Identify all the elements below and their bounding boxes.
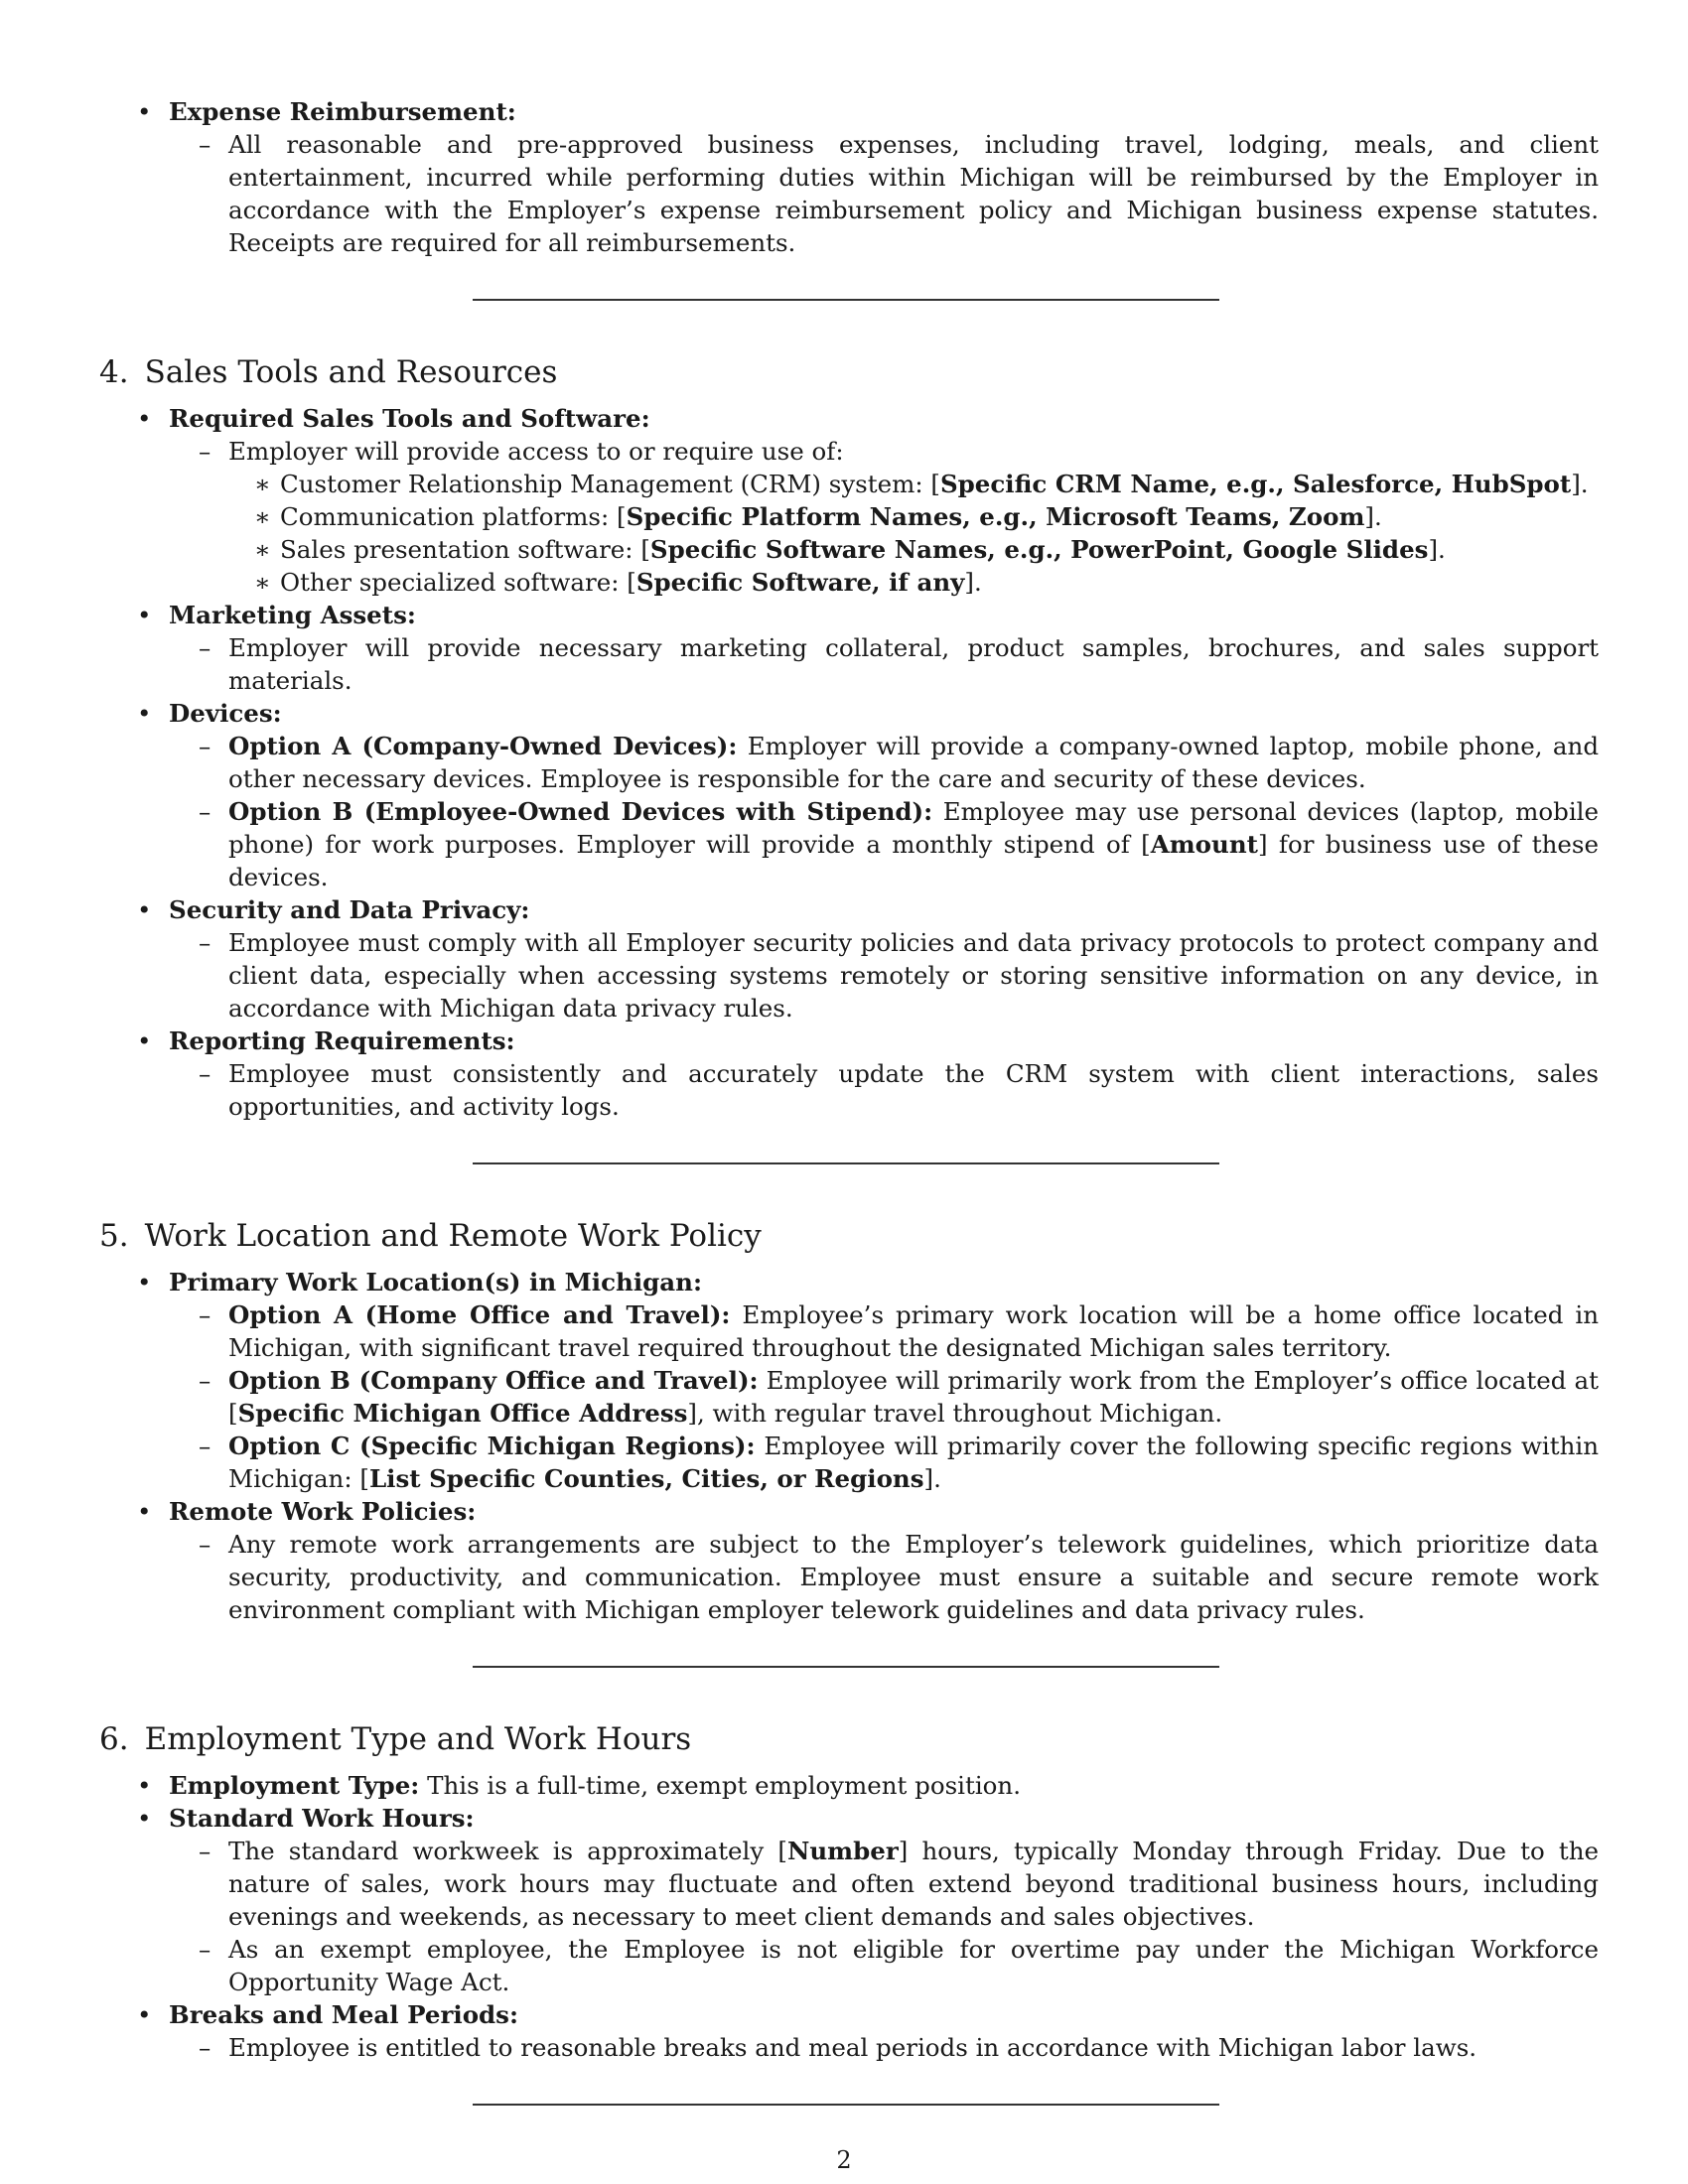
section-divider: [473, 1162, 1219, 1164]
section-title: Work Location and Remote Work Policy: [144, 1218, 762, 1254]
devices-label: Devices:: [169, 699, 282, 728]
placeholder-text: Specific Software Names, e.g., PowerPoint, Google Slides: [649, 535, 1429, 564]
security-text: Employee must comply with all Employer security policies and data privacy protocols to protect company and client data, especially when accessing systems remotely or storing sensitive information on any device, in accordance with Michigan data privacy rules.: [228, 928, 1599, 1023]
asterisk-icon: ∗: [254, 502, 271, 531]
option-text: ] for business use of these devices.: [228, 830, 1600, 891]
item-text: Customer Relationship Management (CRM) system: [: [280, 470, 940, 498]
asterisk-icon: ∗: [254, 568, 271, 597]
asterisk-icon: ∗: [254, 535, 271, 564]
bullet-icon: •: [137, 97, 152, 126]
section-divider: [473, 2104, 1219, 2106]
bullet-icon: •: [137, 2000, 152, 2029]
section-5-heading: [99, 1216, 1599, 1256]
dash-icon: –: [199, 928, 211, 957]
list-item: [169, 1057, 1599, 1123]
list-item: [169, 730, 1599, 795]
list-item: [228, 500, 1599, 533]
list-item: [169, 435, 1599, 599]
section-4-heading: [99, 352, 1599, 392]
list-item: [99, 402, 1599, 599]
list-item: [169, 1430, 1599, 1495]
section-number: 6.: [99, 1721, 129, 1757]
dash-icon: –: [199, 130, 211, 159]
dash-icon: –: [199, 797, 211, 826]
placeholder-text: List Specific Counties, Cities, or Regions: [368, 1464, 924, 1493]
bullet-icon: •: [137, 895, 152, 924]
remote-text: Any remote work arrangements are subject to the Employer’s telework guidelines, which prioritize data security, productivity, and communication. Employee must ensure a suitable and secure remote work environment compliant with Michigan employer telework guidelines and data privacy rules.: [228, 1530, 1599, 1624]
bullet-icon: •: [137, 1268, 152, 1297]
option-text: ].: [923, 1464, 941, 1493]
bullet-icon: •: [137, 404, 152, 433]
hours-text: The standard workweek is approximately [: [228, 1837, 787, 1865]
list-item: [99, 1998, 1599, 2064]
list-item: [169, 1835, 1599, 1933]
work-hours-label: Standard Work Hours:: [169, 1804, 475, 1833]
breaks-text: Employee is entitled to reasonable breaks and meal periods in accordance with Michigan labor laws.: [228, 2033, 1477, 2062]
list-item: [169, 926, 1599, 1024]
dash-icon: –: [199, 1300, 211, 1329]
list-item: [169, 1364, 1599, 1430]
dash-icon: –: [199, 1530, 211, 1559]
asterisk-icon: ∗: [254, 470, 271, 498]
placeholder-text: Specific Software, if any: [635, 568, 965, 597]
bullet-icon: •: [137, 1771, 152, 1800]
dash-icon: –: [199, 1837, 211, 1865]
exempt-text: As an exempt employee, the Employee is not eligible for overtime pay under the Michigan Workforce Opportunity Wage Act.: [228, 1935, 1599, 1996]
employment-type-label: Employment Type:: [169, 1771, 420, 1800]
expense-label: Expense Reimbursement:: [169, 97, 516, 126]
list-item: [169, 631, 1599, 697]
bullet-icon: •: [137, 699, 152, 728]
list-item: [228, 566, 1599, 599]
breaks-label: Breaks and Meal Periods:: [169, 2000, 519, 2029]
section-5-list: [99, 1266, 1599, 1626]
expense-list: [99, 95, 1599, 259]
list-item: [99, 1769, 1599, 1802]
list-item: [99, 893, 1599, 1024]
option-label: Option C (Specific Michigan Regions):: [228, 1432, 756, 1460]
option-label: Option B (Company Office and Travel):: [228, 1366, 759, 1395]
list-item: [169, 128, 1599, 259]
list-item: [169, 1528, 1599, 1626]
primary-location-label: Primary Work Location(s) in Michigan:: [169, 1268, 703, 1297]
option-text: Employer will provide a company-owned laptop, mobile phone, and other necessary devices. Employee is responsible for the care and security of these devices.: [228, 732, 1599, 793]
section-divider: [473, 1666, 1219, 1668]
item-text: Other specialized software: [: [280, 568, 636, 597]
dash-icon: –: [199, 633, 211, 662]
list-item: [228, 468, 1599, 500]
item-text: ].: [964, 568, 982, 597]
placeholder-text: Specific CRM Name, e.g., Salesforce, HubSpot: [939, 470, 1572, 498]
section-6-list: [99, 1769, 1599, 2064]
item-text: Communication platforms: [: [280, 502, 627, 531]
placeholder-text: Specific Michigan Office Address: [237, 1399, 688, 1428]
reporting-label: Reporting Requirements:: [169, 1026, 515, 1055]
reporting-text: Employee must consistently and accurately update the CRM system with client interactions, sales opportunities, and activity logs.: [228, 1059, 1599, 1121]
section-divider: [473, 299, 1219, 301]
list-item: [169, 1933, 1599, 1998]
document-page: [99, 95, 1599, 2157]
list-item: [99, 1266, 1599, 1495]
option-label: Option A (Home Office and Travel):: [228, 1300, 731, 1329]
placeholder-text: Amount: [1150, 830, 1258, 859]
expense-text: All reasonable and pre-approved business expenses, including travel, lodging, meals, and client entertainment, incurred while performing duties within Michigan will be reimbursed by the Employer in accordance with the Employer’s expense reimbursement policy and Michigan business expense statutes. Receipts are required for all reimbursements.: [228, 130, 1599, 257]
list-item: [99, 697, 1599, 893]
section-4-list: [99, 402, 1599, 1123]
list-item: [169, 1298, 1599, 1364]
option-text: ], with regular travel throughout Michigan.: [687, 1399, 1223, 1428]
dash-icon: –: [199, 1935, 211, 1964]
page-number: 2: [836, 2146, 852, 2174]
item-text: ].: [1364, 502, 1382, 531]
option-label: Option A (Company-Owned Devices):: [228, 732, 738, 760]
placeholder-text: Number: [786, 1837, 899, 1865]
dash-icon: –: [199, 1432, 211, 1460]
hours-text: ] hours, typically Monday through Friday. Due to the nature of sales, work hours may fluctuate and often extend beyond traditional business hours, including evenings and weekends, as necessary to meet client demands and sales objectives.: [228, 1837, 1599, 1931]
list-item: [99, 95, 1599, 259]
tools-intro: Employer will provide access to or require use of:: [228, 437, 844, 466]
dash-icon: –: [199, 437, 211, 466]
item-text: ].: [1428, 535, 1446, 564]
option-text: Employee may use personal devices (laptop, mobile phone) for work purposes. Employer will provide a monthly stipend of [: [228, 797, 1600, 859]
list-item: [99, 1024, 1599, 1123]
item-text: ].: [1571, 470, 1589, 498]
marketing-label: Marketing Assets:: [169, 601, 416, 629]
list-item: [99, 1495, 1599, 1626]
remote-label: Remote Work Policies:: [169, 1497, 477, 1526]
section-title: Sales Tools and Resources: [144, 354, 558, 390]
option-label: Option B (Employee-Owned Devices with Stipend):: [228, 797, 933, 826]
dash-icon: –: [199, 1059, 211, 1088]
marketing-text: Employer will provide necessary marketing collateral, product samples, brochures, and sales support materials.: [228, 633, 1599, 695]
employment-type-text: This is a full-time, exempt employment position.: [419, 1771, 1021, 1800]
bullet-icon: •: [137, 601, 152, 629]
dash-icon: –: [199, 2033, 211, 2062]
dash-icon: –: [199, 1366, 211, 1395]
dash-icon: –: [199, 732, 211, 760]
bullet-icon: •: [137, 1497, 152, 1526]
section-6-heading: [99, 1719, 1599, 1759]
placeholder-text: Specific Platform Names, e.g., Microsoft Teams, Zoom: [626, 502, 1365, 531]
list-item: [99, 599, 1599, 697]
option-text: Employee’s primary work location will be a home office located in Michigan, with significant travel required throughout the designated Michigan sales territory.: [228, 1300, 1599, 1362]
list-item: [99, 1802, 1599, 1998]
list-item: [169, 795, 1599, 893]
bullet-icon: •: [137, 1026, 152, 1055]
option-text: Employee will primarily work from the Employer’s office located at [: [228, 1366, 1599, 1428]
section-number: 4.: [99, 354, 129, 390]
list-item: [169, 2031, 1599, 2064]
item-text: Sales presentation software: [: [280, 535, 650, 564]
security-label: Security and Data Privacy:: [169, 895, 530, 924]
bullet-icon: •: [137, 1804, 152, 1833]
option-text: Employee will primarily cover the following specific regions within Michigan: [: [228, 1432, 1599, 1493]
tools-label: Required Sales Tools and Software:: [169, 404, 650, 433]
section-number: 5.: [99, 1218, 129, 1254]
list-item: [228, 533, 1599, 566]
section-title: Employment Type and Work Hours: [144, 1721, 692, 1757]
